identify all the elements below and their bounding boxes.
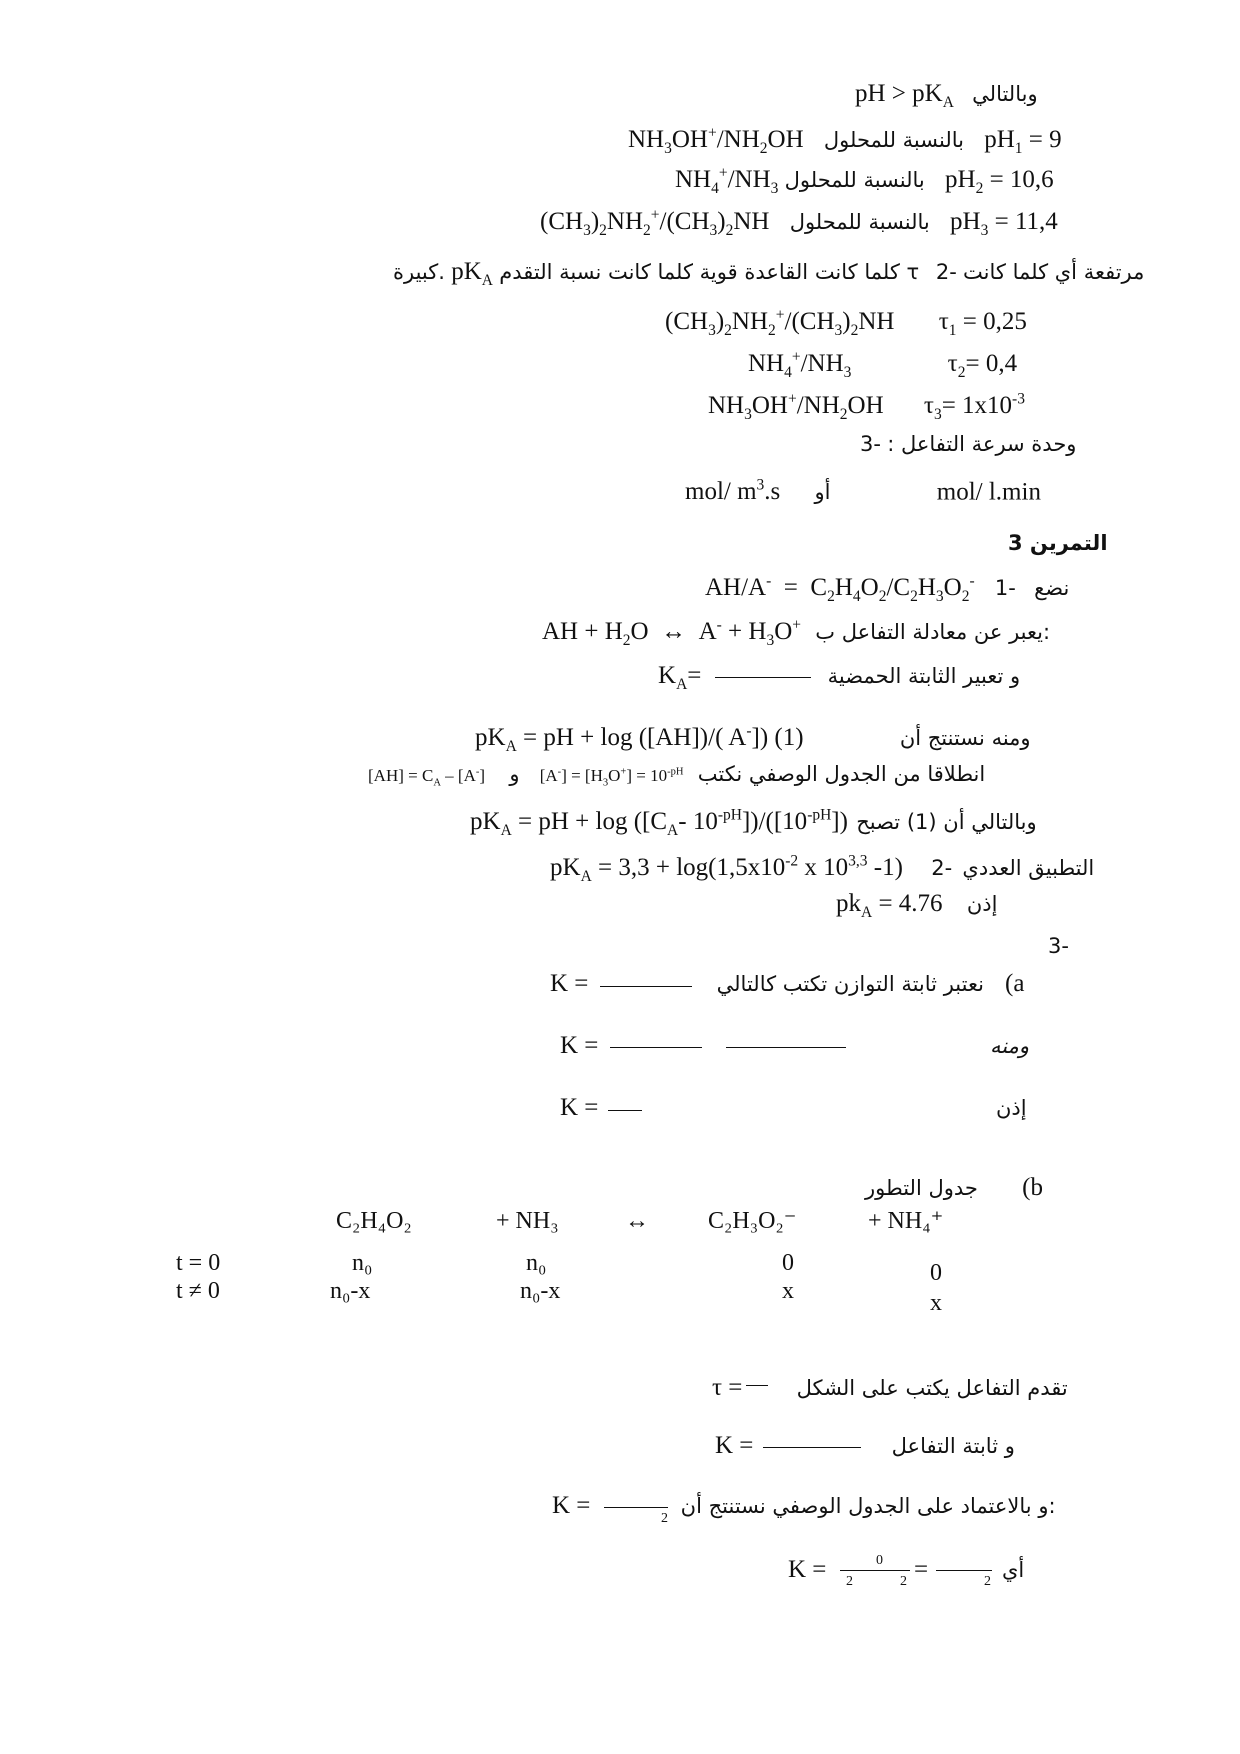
arabic-text: بالنسبة للمحلول — [789, 210, 930, 235]
part-a2-line — [560, 1030, 598, 1062]
k-definition-line — [715, 1430, 1015, 1462]
arabic-text: نضع — [1034, 576, 1070, 601]
item-2-line — [550, 846, 1094, 893]
table-header-cell: + NH₃ — [496, 1208, 559, 1234]
denominator-exponent: 2 — [900, 1574, 907, 1589]
math-expression: pH > $pK_A$ — [855, 80, 954, 111]
ka-fraction-bar — [715, 677, 811, 678]
table-header-cell: ↔ — [625, 1208, 649, 1234]
arabic-text: وحدة سرعة التفاعل : — [887, 432, 1077, 456]
arabic-text: و بالاعتماد على الجدول الوصفي نستنتج أن: — [680, 1494, 1056, 1518]
pka-result-line — [836, 888, 997, 929]
ka-symbol: $K_A=$ — [658, 662, 702, 693]
k-fraction-bar-1 — [610, 1047, 702, 1048]
pka-symbol: $pK_A$ — [451, 258, 493, 289]
part-label: (a — [1005, 970, 1025, 997]
reaction-equation: AH + $H_2O$ ↔ $A^- + H_3O^+$ — [542, 617, 802, 650]
part-a3-line — [560, 1092, 598, 1124]
numerator-subscript: 0 — [876, 1553, 883, 1568]
item-number: -2 — [935, 260, 957, 284]
part-b-line — [865, 1172, 1043, 1204]
tau-value: $\tau_2= 0,4$ — [947, 350, 1018, 382]
tau-definition-line — [712, 1372, 1068, 1404]
arabic-text: بالنسبة للمحلول — [784, 168, 925, 193]
table-cell: n₀ — [352, 1250, 373, 1276]
ph-value: $pH_1 = 9$ — [984, 126, 1062, 158]
table-cell: n₀-x — [520, 1278, 561, 1304]
redox-couple: $NH_3OH^+/NH_2OH$ — [708, 391, 884, 424]
arabic-text: جدول التطور — [865, 1176, 978, 1200]
ka-line — [658, 660, 1020, 701]
arabic-text: بالنسبة للمحلول — [823, 128, 964, 153]
arabic-text: تقدم التفاعل يكتب على الشكل — [796, 1376, 1068, 1400]
k-symbol: K = — [788, 1556, 827, 1583]
denominator-exponent: 2 — [984, 1574, 991, 1589]
pka-relation: $pK_A$ = pH + log ([AH])/( A-]) (1) — [475, 723, 804, 756]
redox-couple: $NH_3OH^+/NH_2OH$ — [628, 125, 804, 158]
line-tau3 — [708, 384, 1025, 431]
k-symbol: K = — [560, 1032, 599, 1059]
denominator-exponent: 2 — [846, 1574, 853, 1589]
part-a-line — [550, 968, 1025, 1000]
k-final-line — [788, 1554, 826, 1586]
line-tau1 — [665, 300, 1027, 347]
tau-value: $\tau_3= 1x10^{-3}$ — [923, 391, 1025, 424]
arabic-text: ومنه — [990, 1034, 1029, 1058]
reaction-equation-line — [542, 610, 1050, 657]
line-ph3 — [540, 200, 1058, 247]
exercise-title: التمرين 3 — [1008, 531, 1108, 555]
ph-value: $pH_3 = 11,4$ — [950, 208, 1058, 240]
ah-concentration: $[AH] = C_A - [A^-]$ — [368, 765, 486, 789]
k-from-table-line — [552, 1490, 1056, 1522]
redox-couple: $(CH_3)_2NH_2^+/(CH_3)_2NH$ — [540, 207, 770, 240]
arabic-text: كبيرة. — [393, 260, 445, 284]
table-cell: n₀-x — [330, 1278, 371, 1304]
equals-sign: = — [914, 1556, 929, 1583]
tau-symbol: τ = — [712, 1374, 743, 1401]
tau-value: $\tau_1 = 0,25$ — [938, 308, 1027, 340]
table-cell: 0 — [782, 1250, 794, 1276]
k-fraction-bar — [604, 1507, 668, 1508]
redox-couple: $(CH_3)_2NH_2^+/(CH_3)_2NH$ — [665, 307, 895, 340]
k-fraction-bar — [763, 1447, 861, 1448]
item-3 — [850, 428, 1076, 460]
item-3-number: -3 — [1048, 934, 1069, 958]
arabic-text: ومنه نستنتج أن — [899, 726, 1031, 751]
arabic-and: و — [509, 761, 520, 786]
unit-2: mol/ l.min — [936, 478, 1041, 506]
line-tau2 — [748, 342, 1017, 389]
k-fraction-bar-2 — [726, 1047, 846, 1048]
pka-final: $pK_A$ = pH + $\log ([C_A-$ $10^{-pH}])/([10^{-pH}])$ — [470, 807, 848, 840]
table-cell: x — [930, 1290, 942, 1316]
table-row-label: t ≠ 0 — [176, 1278, 220, 1304]
item-1-line — [705, 566, 1069, 613]
arabic-text: نعتبر ثابتة التوازن تكتب كالتالي — [716, 972, 984, 996]
denominator-exponent: 2 — [661, 1511, 668, 1526]
pka-final-line — [470, 800, 1037, 847]
k-symbol: K = — [552, 1492, 591, 1519]
line-ph2 — [675, 158, 1054, 205]
item-2 — [393, 256, 1144, 297]
arabic-text: انطلاقا من الجدول الوصفي نكتب — [697, 761, 986, 786]
k-symbol: K = — [715, 1432, 754, 1459]
arabic-text: و تعبير الثابتة الحمضية — [827, 664, 1021, 688]
a-concentration: $[A^-] = [H_3O^+] = 10^{-pH}$ — [539, 765, 684, 789]
tau-fraction-bar — [746, 1385, 768, 1386]
item-number: -3 — [860, 432, 881, 456]
table-row-label: t = 0 — [176, 1250, 221, 1276]
arabic-text: يعبر عن معادلة التفاعل ب: — [815, 620, 1051, 645]
numeric-application: $pK_A = 3,3 + \log(1,5x10^{-2}$ x 10$^{3,3}$ -1) — [550, 853, 903, 886]
arabic-text: و ثابتة التفاعل — [891, 1434, 1015, 1458]
line-ph-gt-pka — [855, 78, 1038, 119]
table-cell: x — [782, 1278, 794, 1304]
table-header-cell: + NH₄⁺ — [868, 1208, 944, 1234]
arabic-text: التطبيق العددي — [962, 856, 1095, 881]
arabic-or: أو — [814, 480, 831, 505]
k-fraction-bar-2 — [936, 1570, 992, 1571]
k-symbol: K = — [560, 1094, 599, 1121]
arabic-text: وبالتالي أن (1) تصبح — [856, 810, 1037, 835]
table-cell: n₀ — [526, 1250, 547, 1276]
arabic-text: وبالتالي — [972, 82, 1038, 106]
redox-couple: $NH_4^+/NH_3$ — [675, 165, 779, 198]
ph-value: $pH_2 = 10,6$ — [945, 166, 1054, 198]
item-number: -2 — [931, 856, 953, 881]
k-fraction-bar — [608, 1110, 642, 1111]
line-units — [685, 470, 1041, 508]
redox-couple: $NH_4^+/NH_3$ — [748, 349, 852, 382]
arabic-text: إذن — [966, 892, 998, 916]
table-header-cell: C₂H₄O₂ — [336, 1208, 412, 1234]
k-symbol: K = — [550, 970, 589, 997]
part-label: (b — [1022, 1174, 1043, 1201]
pka-result: $pk_A = 4.76$ — [836, 890, 943, 921]
k-fraction-bar — [600, 986, 692, 987]
table-header-cell: C₂H₃O₂⁻ — [708, 1208, 797, 1234]
k-fraction-bar-1 — [840, 1570, 910, 1571]
item-number: -1 — [994, 576, 1016, 601]
arabic-text: كلما كانت القاعدة قوية كلما كانت نسبة التقدم τ مرتفعة أي كلما كانت — [499, 260, 1145, 284]
concentration-line — [368, 756, 985, 799]
arabic-text: إذن — [996, 1096, 1027, 1120]
unit-1: mol/ $m^3.s$ — [685, 477, 781, 506]
acid-couple: $AH/A^- = C_2H_4O_2/C_2H_3O_2^-$ — [705, 573, 975, 606]
arabic-text: أي — [1002, 1558, 1025, 1582]
table-cell: 0 — [930, 1260, 942, 1286]
